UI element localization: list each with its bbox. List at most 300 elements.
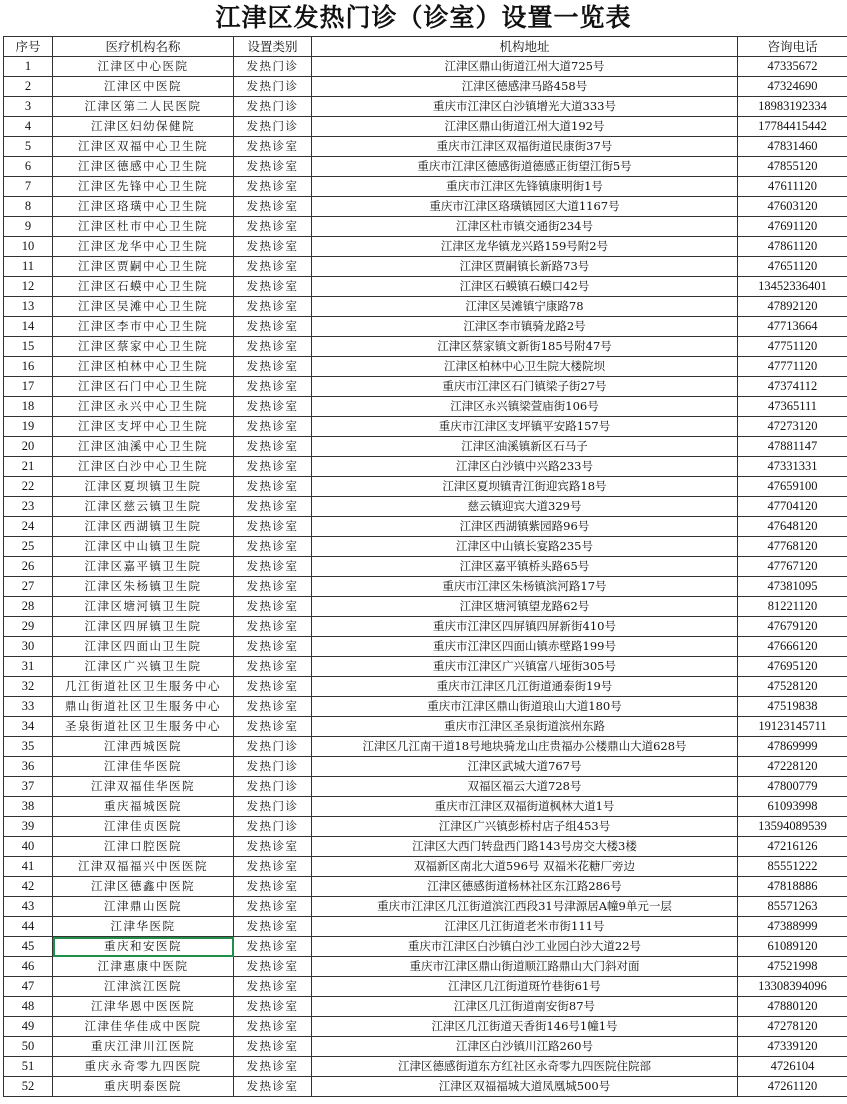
cell-phone[interactable]: 17784415442	[738, 117, 847, 137]
cell-institution-name[interactable]: 江津区白沙中心卫生院	[53, 457, 234, 477]
cell-category[interactable]: 发热诊室	[234, 1077, 312, 1097]
cell-phone[interactable]: 47374112	[738, 377, 847, 397]
cell-category[interactable]: 发热诊室	[234, 897, 312, 917]
cell-institution-name[interactable]: 江津区支坪中心卫生院	[53, 417, 234, 437]
cell-address[interactable]: 江津区鼎山街道江州大道192号	[312, 117, 738, 137]
cell-address[interactable]: 江津区双福福城大道凤凰城500号	[312, 1077, 738, 1097]
cell-index[interactable]: 36	[4, 757, 53, 777]
cell-category[interactable]: 发热门诊	[234, 117, 312, 137]
cell-index[interactable]: 3	[4, 97, 53, 117]
cell-index[interactable]: 20	[4, 437, 53, 457]
cell-phone[interactable]: 47603120	[738, 197, 847, 217]
cell-address[interactable]: 江津区德感街道东方红社区永奇零九四医院住院部	[312, 1057, 738, 1077]
cell-phone[interactable]: 13594089539	[738, 817, 847, 837]
cell-institution-name[interactable]: 重庆明泰医院	[53, 1077, 234, 1097]
cell-category[interactable]: 发热诊室	[234, 377, 312, 397]
cell-address[interactable]: 江津区中山镇长宴路235号	[312, 537, 738, 557]
cell-institution-name[interactable]: 几江街道社区卫生服务中心	[53, 677, 234, 697]
cell-address[interactable]: 重庆市江津区几江街道通泰街19号	[312, 677, 738, 697]
cell-category[interactable]: 发热诊室	[234, 257, 312, 277]
cell-phone[interactable]: 4726104	[738, 1057, 847, 1077]
cell-index[interactable]: 12	[4, 277, 53, 297]
cell-institution-name[interactable]: 重庆江津川江医院	[53, 1037, 234, 1057]
cell-institution-name[interactable]: 江津区蔡家中心卫生院	[53, 337, 234, 357]
cell-index[interactable]: 34	[4, 717, 53, 737]
cell-phone[interactable]: 13452336401	[738, 277, 847, 297]
cell-institution-name[interactable]: 江津区吴滩中心卫生院	[53, 297, 234, 317]
cell-phone[interactable]: 47659100	[738, 477, 847, 497]
cell-category[interactable]: 发热诊室	[234, 157, 312, 177]
cell-phone[interactable]: 47861120	[738, 237, 847, 257]
cell-phone[interactable]: 47651120	[738, 257, 847, 277]
cell-institution-name[interactable]: 江津区柏林中心卫生院	[53, 357, 234, 377]
table-row	[4, 457, 847, 477]
cell-address[interactable]: 江津区白沙镇川江路260号	[312, 1037, 738, 1057]
cell-category[interactable]: 发热诊室	[234, 217, 312, 237]
cell-category[interactable]: 发热诊室	[234, 237, 312, 257]
table-row	[4, 97, 847, 117]
cell-address[interactable]: 重庆市江津区珞璜镇园区大道1167号	[312, 197, 738, 217]
table-row	[4, 1077, 847, 1097]
cell-index[interactable]: 39	[4, 817, 53, 837]
cell-address[interactable]: 江津区大西门转盘西门路143号房交大楼3楼	[312, 837, 738, 857]
cell-institution-name[interactable]: 江津区龙华中心卫生院	[53, 237, 234, 257]
cell-index[interactable]: 5	[4, 137, 53, 157]
cell-index[interactable]: 16	[4, 357, 53, 377]
cell-institution-name[interactable]: 江津区四屏镇卫生院	[53, 617, 234, 637]
header-institution-name[interactable]: 医疗机构名称	[53, 37, 234, 57]
cell-address[interactable]: 江津区广兴镇彭桥村店子组453号	[312, 817, 738, 837]
cell-phone[interactable]: 47881147	[738, 437, 847, 457]
cell-index[interactable]: 50	[4, 1037, 53, 1057]
cell-index[interactable]: 21	[4, 457, 53, 477]
cell-address[interactable]: 重庆市江津区几江街道滨江西段31号津源居A幢9单元一层	[312, 897, 738, 917]
cell-institution-name[interactable]: 江津华医院	[53, 917, 234, 937]
cell-address[interactable]: 江津区几江街道天香街146号1幢1号	[312, 1017, 738, 1037]
cell-institution-name[interactable]: 江津滨江医院	[53, 977, 234, 997]
cell-index[interactable]: 44	[4, 917, 53, 937]
table-row	[4, 597, 847, 617]
cell-index[interactable]: 42	[4, 877, 53, 897]
cell-institution-name[interactable]: 江津区杜市中心卫生院	[53, 217, 234, 237]
cell-index[interactable]: 30	[4, 637, 53, 657]
cell-phone[interactable]: 47331331	[738, 457, 847, 477]
cell-category[interactable]: 发热诊室	[234, 977, 312, 997]
cell-institution-name[interactable]: 江津区石蟆中心卫生院	[53, 277, 234, 297]
cell-institution-name[interactable]: 江津双福福兴中医医院	[53, 857, 234, 877]
cell-index[interactable]: 33	[4, 697, 53, 717]
cell-address[interactable]: 江津区夏坝镇青江街迎宾路18号	[312, 477, 738, 497]
cell-phone[interactable]: 47771120	[738, 357, 847, 377]
cell-phone[interactable]: 47648120	[738, 517, 847, 537]
cell-category[interactable]: 发热诊室	[234, 877, 312, 897]
cell-address[interactable]: 江津区几江街道老米市街111号	[312, 917, 738, 937]
cell-category[interactable]: 发热诊室	[234, 177, 312, 197]
table-row	[4, 1057, 847, 1077]
cell-index[interactable]: 51	[4, 1057, 53, 1077]
cell-institution-name[interactable]: 江津区先锋中心卫生院	[53, 177, 234, 197]
cell-index[interactable]: 1	[4, 57, 53, 77]
cell-institution-name[interactable]: 江津区嘉平镇卫生院	[53, 557, 234, 577]
table-row	[4, 957, 847, 977]
cell-index[interactable]: 31	[4, 657, 53, 677]
table-row	[4, 517, 847, 537]
cell-phone[interactable]: 13308394096	[738, 977, 847, 997]
cell-address[interactable]: 重庆市江津区支坪镇平安路157号	[312, 417, 738, 437]
cell-institution-name[interactable]: 江津区中心医院	[53, 57, 234, 77]
cell-category[interactable]: 发热门诊	[234, 777, 312, 797]
header-address[interactable]: 机构地址	[312, 37, 738, 57]
cell-index[interactable]: 25	[4, 537, 53, 557]
cell-index[interactable]: 17	[4, 377, 53, 397]
cell-category[interactable]: 发热诊室	[234, 497, 312, 517]
cell-phone[interactable]: 47528120	[738, 677, 847, 697]
cell-address[interactable]: 重庆市江津区四屏镇四屏新街410号	[312, 617, 738, 637]
cell-phone[interactable]: 47521998	[738, 957, 847, 977]
cell-phone[interactable]: 47880120	[738, 997, 847, 1017]
cell-address[interactable]: 江津区嘉平镇桥头路65号	[312, 557, 738, 577]
cell-institution-name[interactable]: 江津区双福中心卫生院	[53, 137, 234, 157]
cell-index[interactable]: 46	[4, 957, 53, 977]
cell-institution-name[interactable]: 鼎山街道社区卫生服务中心	[53, 697, 234, 717]
table-row	[4, 257, 847, 277]
cell-address[interactable]: 江津区德感街道杨林社区东江路286号	[312, 877, 738, 897]
cell-category[interactable]: 发热诊室	[234, 957, 312, 977]
cell-phone[interactable]: 85551222	[738, 857, 847, 877]
cell-institution-name[interactable]: 圣泉街道社区卫生服务中心	[53, 717, 234, 737]
cell-address[interactable]: 慈云镇迎宾大道329号	[312, 497, 738, 517]
cell-category[interactable]: 发热诊室	[234, 457, 312, 477]
table-row	[4, 937, 847, 957]
cell-index[interactable]: 13	[4, 297, 53, 317]
table-row	[4, 877, 847, 897]
cell-index[interactable]: 52	[4, 1077, 53, 1097]
cell-address[interactable]: 重庆市江津区双福街道民康街37号	[312, 137, 738, 157]
table-row	[4, 57, 847, 77]
cell-institution-name[interactable]: 江津区慈云镇卫生院	[53, 497, 234, 517]
cell-address[interactable]: 重庆市江津区鼎山街道琅山大道180号	[312, 697, 738, 717]
table-row	[4, 1037, 847, 1057]
cell-category[interactable]: 发热诊室	[234, 397, 312, 417]
cell-index[interactable]: 29	[4, 617, 53, 637]
cell-institution-name[interactable]: 江津区石门中心卫生院	[53, 377, 234, 397]
cell-address[interactable]: 江津区李市镇骑龙路2号	[312, 317, 738, 337]
cell-institution-name[interactable]: 江津口腔医院	[53, 837, 234, 857]
cell-index[interactable]: 32	[4, 677, 53, 697]
cell-institution-name[interactable]: 江津区西湖镇卫生院	[53, 517, 234, 537]
cell-phone[interactable]: 47818886	[738, 877, 847, 897]
table-row	[4, 837, 847, 857]
cell-index[interactable]: 2	[4, 77, 53, 97]
cell-category[interactable]: 发热诊室	[234, 1017, 312, 1037]
table-row	[4, 657, 847, 677]
cell-address[interactable]: 江津区西湖镇紫园路96号	[312, 517, 738, 537]
cell-category[interactable]: 发热诊室	[234, 337, 312, 357]
cell-address[interactable]: 江津区油溪镇新区石马子	[312, 437, 738, 457]
table-row	[4, 857, 847, 877]
cell-institution-name[interactable]: 江津佳华医院	[53, 757, 234, 777]
table-row	[4, 377, 847, 397]
cell-address[interactable]: 江津区几江街道南安街87号	[312, 997, 738, 1017]
cell-institution-name[interactable]: 江津鼎山医院	[53, 897, 234, 917]
cell-phone[interactable]: 47278120	[738, 1017, 847, 1037]
cell-address[interactable]: 重庆市江津区德感街道德感正街望江街5号	[312, 157, 738, 177]
cell-phone[interactable]: 85571263	[738, 897, 847, 917]
cell-index[interactable]: 37	[4, 777, 53, 797]
cell-category[interactable]: 发热门诊	[234, 97, 312, 117]
table-row	[4, 497, 847, 517]
cell-category[interactable]: 发热诊室	[234, 577, 312, 597]
cell-phone[interactable]: 47365111	[738, 397, 847, 417]
cell-category[interactable]: 发热诊室	[234, 917, 312, 937]
cell-index[interactable]: 14	[4, 317, 53, 337]
cell-institution-name[interactable]: 江津区珞璜中心卫生院	[53, 197, 234, 217]
cell-index[interactable]: 19	[4, 417, 53, 437]
cell-phone[interactable]: 18983192334	[738, 97, 847, 117]
cell-category[interactable]: 发热诊室	[234, 197, 312, 217]
cell-institution-name[interactable]: 江津区夏坝镇卫生院	[53, 477, 234, 497]
cell-institution-name[interactable]: 江津区中山镇卫生院	[53, 537, 234, 557]
cell-address[interactable]: 江津区石蟆镇石蟆口42号	[312, 277, 738, 297]
cell-address[interactable]: 江津区几江南干道18号地块骑龙山庄贵福办公楼鼎山大道628号	[312, 737, 738, 757]
cell-phone[interactable]: 47855120	[738, 157, 847, 177]
cell-phone[interactable]: 47869999	[738, 737, 847, 757]
cell-phone[interactable]: 47388999	[738, 917, 847, 937]
cell-institution-name[interactable]: 江津区朱杨镇卫生院	[53, 577, 234, 597]
cell-address[interactable]: 重庆市江津区先锋镇康明街1号	[312, 177, 738, 197]
cell-index[interactable]: 27	[4, 577, 53, 597]
cell-address[interactable]: 江津区塘河镇望龙路62号	[312, 597, 738, 617]
cell-address[interactable]: 重庆市江津区白沙镇白沙工业园白沙大道22号	[312, 937, 738, 957]
cell-index[interactable]: 7	[4, 177, 53, 197]
cell-category[interactable]: 发热诊室	[234, 517, 312, 537]
cell-institution-name[interactable]: 江津区第二人民医院	[53, 97, 234, 117]
cell-address[interactable]: 江津区吴滩镇宁康路78	[312, 297, 738, 317]
cell-index[interactable]: 10	[4, 237, 53, 257]
cell-index[interactable]: 47	[4, 977, 53, 997]
cell-institution-name[interactable]: 江津双福佳华医院	[53, 777, 234, 797]
cell-address[interactable]: 重庆市江津区圣泉街道滨州东路	[312, 717, 738, 737]
cell-category[interactable]: 发热诊室	[234, 557, 312, 577]
table-row	[4, 757, 847, 777]
cell-institution-name[interactable]: 江津区德感中心卫生院	[53, 157, 234, 177]
cell-index[interactable]: 28	[4, 597, 53, 617]
cell-category[interactable]: 发热门诊	[234, 57, 312, 77]
cell-category[interactable]: 发热诊室	[234, 657, 312, 677]
table-row	[4, 737, 847, 757]
cell-phone[interactable]: 47228120	[738, 757, 847, 777]
cell-institution-name[interactable]: 江津区德鑫中医院	[53, 877, 234, 897]
table-row	[4, 697, 847, 717]
cell-category[interactable]: 发热诊室	[234, 277, 312, 297]
table-row	[4, 77, 847, 97]
cell-index[interactable]: 38	[4, 797, 53, 817]
table-row	[4, 137, 847, 157]
cell-address[interactable]: 江津区杜市镇交通街234号	[312, 217, 738, 237]
cell-category[interactable]: 发热诊室	[234, 1057, 312, 1077]
cell-category[interactable]: 发热诊室	[234, 317, 312, 337]
cell-index[interactable]: 11	[4, 257, 53, 277]
cell-address[interactable]: 重庆市江津区石门镇梁子街27号	[312, 377, 738, 397]
cell-address[interactable]: 江津区德感津马路458号	[312, 77, 738, 97]
table-row	[4, 817, 847, 837]
cell-address[interactable]: 双福区福云大道728号	[312, 777, 738, 797]
cell-phone[interactable]: 47339120	[738, 1037, 847, 1057]
cell-category[interactable]: 发热诊室	[234, 297, 312, 317]
cell-institution-name[interactable]: 江津区永兴中心卫生院	[53, 397, 234, 417]
cell-category[interactable]: 发热诊室	[234, 437, 312, 457]
cell-institution-name[interactable]: 江津佳华佳成中医院	[53, 1017, 234, 1037]
cell-category[interactable]: 发热诊室	[234, 697, 312, 717]
cell-phone[interactable]: 19123145711	[738, 717, 847, 737]
cell-index[interactable]: 15	[4, 337, 53, 357]
cell-category[interactable]: 发热门诊	[234, 797, 312, 817]
cell-address[interactable]: 重庆市江津区四面山镇赤壁路199号	[312, 637, 738, 657]
cell-category[interactable]: 发热诊室	[234, 137, 312, 157]
cell-address[interactable]: 重庆市江津区朱杨镇滨河路17号	[312, 577, 738, 597]
cell-address[interactable]: 江津区几江街道斑竹巷街61号	[312, 977, 738, 997]
cell-index[interactable]: 8	[4, 197, 53, 217]
cell-index[interactable]: 26	[4, 557, 53, 577]
cell-address[interactable]: 重庆市江津区鼎山街道顺江路鼎山大门斜对面	[312, 957, 738, 977]
cell-phone[interactable]: 61089120	[738, 937, 847, 957]
cell-phone[interactable]: 47831460	[738, 137, 847, 157]
cell-phone[interactable]: 47335672	[738, 57, 847, 77]
cell-index[interactable]: 22	[4, 477, 53, 497]
cell-category[interactable]: 发热诊室	[234, 597, 312, 617]
table-row	[4, 637, 847, 657]
cell-index[interactable]: 49	[4, 1017, 53, 1037]
table-row	[4, 157, 847, 177]
table-row	[4, 417, 847, 437]
header-category[interactable]: 设置类别	[234, 37, 312, 57]
cell-institution-name[interactable]: 重庆和安医院	[53, 937, 234, 957]
cell-category[interactable]: 发热诊室	[234, 857, 312, 877]
cell-category[interactable]: 发热诊室	[234, 617, 312, 637]
cell-phone[interactable]: 47691120	[738, 217, 847, 237]
cell-category[interactable]: 发热门诊	[234, 757, 312, 777]
cell-phone[interactable]: 47519838	[738, 697, 847, 717]
cell-phone[interactable]: 47261120	[738, 1077, 847, 1097]
cell-institution-name[interactable]: 重庆福城医院	[53, 797, 234, 817]
cell-index[interactable]: 18	[4, 397, 53, 417]
cell-index[interactable]: 40	[4, 837, 53, 857]
cell-institution-name[interactable]: 江津区贾嗣中心卫生院	[53, 257, 234, 277]
table-row	[4, 537, 847, 557]
cell-index[interactable]: 4	[4, 117, 53, 137]
cell-phone[interactable]: 47800779	[738, 777, 847, 797]
table-row	[4, 1017, 847, 1037]
cell-phone[interactable]: 47767120	[738, 557, 847, 577]
header-index[interactable]: 序号	[4, 37, 53, 57]
cell-index[interactable]: 41	[4, 857, 53, 877]
cell-phone[interactable]: 47679120	[738, 617, 847, 637]
cell-category[interactable]: 发热诊室	[234, 537, 312, 557]
cell-index[interactable]: 48	[4, 997, 53, 1017]
cell-category[interactable]: 发热诊室	[234, 637, 312, 657]
cell-index[interactable]: 6	[4, 157, 53, 177]
cell-address[interactable]: 江津区武城大道767号	[312, 757, 738, 777]
cell-institution-name[interactable]: 江津区妇幼保健院	[53, 117, 234, 137]
cell-phone[interactable]: 47611120	[738, 177, 847, 197]
cell-category[interactable]: 发热门诊	[234, 77, 312, 97]
table-row	[4, 917, 847, 937]
cell-index[interactable]: 9	[4, 217, 53, 237]
cell-address[interactable]: 江津区永兴镇梁萱庙街106号	[312, 397, 738, 417]
cell-index[interactable]: 43	[4, 897, 53, 917]
cell-address[interactable]: 江津区鼎山街道江州大道725号	[312, 57, 738, 77]
cell-category[interactable]: 发热诊室	[234, 417, 312, 437]
cell-institution-name[interactable]: 江津惠康中医院	[53, 957, 234, 977]
cell-category[interactable]: 发热诊室	[234, 357, 312, 377]
cell-category[interactable]: 发热诊室	[234, 1037, 312, 1057]
cell-institution-name[interactable]: 江津区四面山卫生院	[53, 637, 234, 657]
cell-institution-name[interactable]: 江津区油溪中心卫生院	[53, 437, 234, 457]
header-phone[interactable]: 咨询电话	[738, 37, 847, 57]
cell-institution-name[interactable]: 重庆永奇零九四医院	[53, 1057, 234, 1077]
cell-category[interactable]: 发热诊室	[234, 677, 312, 697]
cell-phone[interactable]: 47666120	[738, 637, 847, 657]
cell-phone[interactable]: 47695120	[738, 657, 847, 677]
cell-phone[interactable]: 47892120	[738, 297, 847, 317]
cell-institution-name[interactable]: 江津华恩中医医院	[53, 997, 234, 1017]
cell-address[interactable]: 重庆市江津区白沙镇增光大道333号	[312, 97, 738, 117]
cell-index[interactable]: 45	[4, 937, 53, 957]
cell-category[interactable]: 发热诊室	[234, 937, 312, 957]
cell-institution-name[interactable]: 江津区李市中心卫生院	[53, 317, 234, 337]
table-row	[4, 557, 847, 577]
cell-address[interactable]: 江津区龙华镇龙兴路159号附2号	[312, 237, 738, 257]
table-row	[4, 197, 847, 217]
cell-category[interactable]: 发热诊室	[234, 477, 312, 497]
table-row	[4, 617, 847, 637]
cell-address[interactable]: 江津区贾嗣镇长新路73号	[312, 257, 738, 277]
cell-phone[interactable]: 47216126	[738, 837, 847, 857]
cell-phone[interactable]: 61093998	[738, 797, 847, 817]
cell-address[interactable]: 重庆市江津区双福街道枫林大道1号	[312, 797, 738, 817]
cell-phone[interactable]: 81221120	[738, 597, 847, 617]
cell-address[interactable]: 江津区柏林中心卫生院大楼院坝	[312, 357, 738, 377]
cell-institution-name[interactable]: 江津区塘河镇卫生院	[53, 597, 234, 617]
cell-category[interactable]: 发热门诊	[234, 737, 312, 757]
cell-phone[interactable]: 47704120	[738, 497, 847, 517]
table-body	[4, 57, 847, 1097]
cell-phone[interactable]: 47324690	[738, 77, 847, 97]
cell-phone[interactable]: 47713664	[738, 317, 847, 337]
cell-phone[interactable]: 47273120	[738, 417, 847, 437]
cell-institution-name[interactable]: 江津区中医院	[53, 77, 234, 97]
cell-index[interactable]: 35	[4, 737, 53, 757]
cell-category[interactable]: 发热诊室	[234, 837, 312, 857]
cell-index[interactable]: 23	[4, 497, 53, 517]
table-row	[4, 177, 847, 197]
cell-address[interactable]: 双福新区南北大道596号 双福米花糖厂旁边	[312, 857, 738, 877]
cell-category[interactable]: 发热门诊	[234, 817, 312, 837]
cell-address[interactable]: 江津区蔡家镇文新街185号附47号	[312, 337, 738, 357]
cell-category[interactable]: 发热诊室	[234, 997, 312, 1017]
table-row	[4, 397, 847, 417]
cell-address[interactable]: 重庆市江津区广兴镇富八垭街305号	[312, 657, 738, 677]
cell-institution-name[interactable]: 江津区广兴镇卫生院	[53, 657, 234, 677]
cell-category[interactable]: 发热诊室	[234, 717, 312, 737]
cell-phone[interactable]: 47768120	[738, 537, 847, 557]
cell-phone[interactable]: 47751120	[738, 337, 847, 357]
cell-phone[interactable]: 47381095	[738, 577, 847, 597]
cell-index[interactable]: 24	[4, 517, 53, 537]
cell-institution-name[interactable]: 江津西城医院	[53, 737, 234, 757]
cell-address[interactable]: 江津区白沙镇中兴路233号	[312, 457, 738, 477]
cell-institution-name[interactable]: 江津佳贞医院	[53, 817, 234, 837]
